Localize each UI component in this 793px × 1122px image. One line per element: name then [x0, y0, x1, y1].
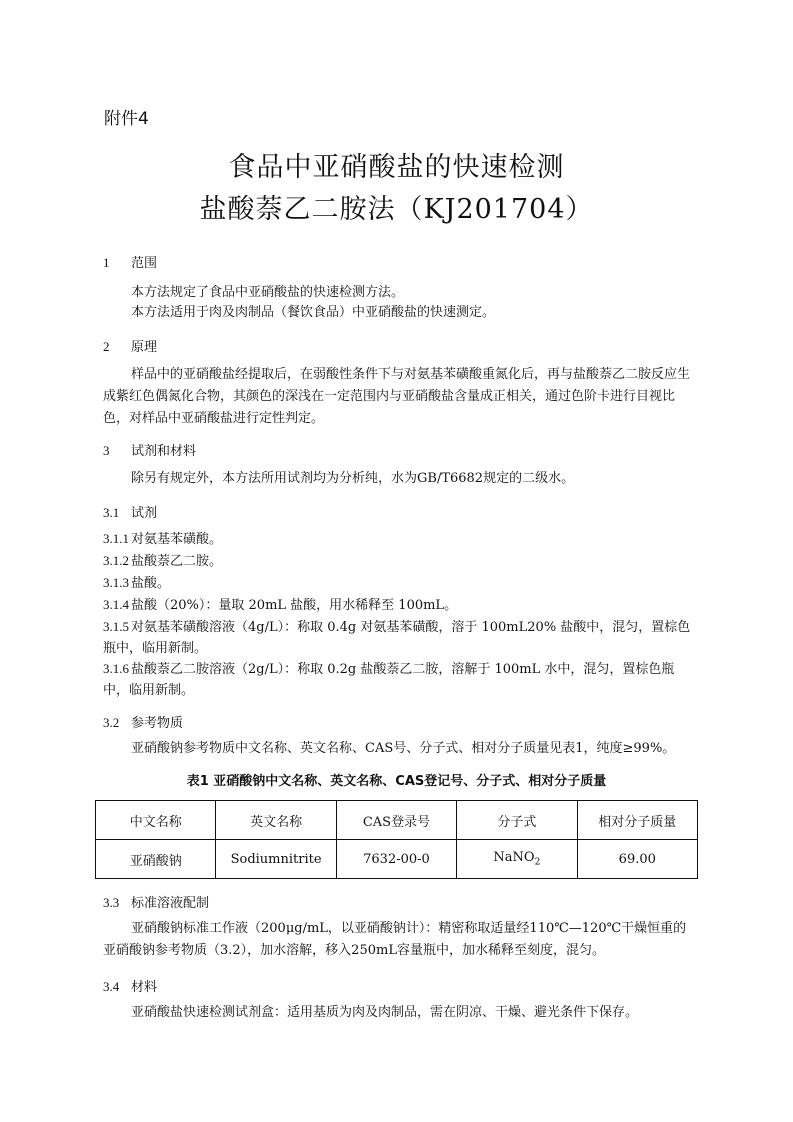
item-number: 3.1.1 [103, 531, 129, 546]
section-3-3-paragraph: 亚硝酸钠标准工作液（200μg/mL，以亚硝酸钠计）：精密称取适量经110℃—120℃干燥恒重的亚硝酸钠参考物质（3.2），加水溶解，移入250mL容量瓶中，加水稀释至刻度，混匀。 [103, 921, 687, 958]
reagent-item [103, 572, 693, 594]
reagent-item [103, 658, 693, 701]
reagent-item [103, 550, 693, 572]
section-3-2-heading [103, 712, 183, 731]
table-header-cell: 相对分子质量 [577, 801, 697, 840]
reagent-item [103, 528, 693, 550]
section-number: 3.2 [103, 715, 120, 730]
section-label: 试剂和材料 [131, 444, 197, 459]
table-cell-en-name: Sodiumnitrite [216, 840, 336, 879]
item-text: 对氨基苯磺酸。 [131, 532, 223, 547]
table-header-cell: 英文名称 [216, 801, 336, 840]
section-number: 2 [103, 339, 110, 354]
formula-subscript: 2 [534, 857, 541, 868]
table-header-cell: 中文名称 [96, 801, 216, 840]
section-number: 3.4 [103, 979, 120, 994]
item-number: 3.1.6 [103, 661, 129, 676]
section-3-paragraph: 除另有规定外，本方法所用试剂均为分析纯，水为GB/T6682规定的二级水。 [131, 471, 575, 486]
formula-base: NaNO [493, 850, 535, 866]
section-3-4-heading [103, 976, 157, 995]
section-2-paragraph: 样品中的亚硝酸盐经提取后，在弱酸性条件下与对氨基苯磺酸重氮化后，再与盐酸萘乙二胺反应生成紫红色偶氮化合物，其颜色的深浅在一定范围内与亚硝酸盐含量成正相关，通过色阶卡进行目视比色，对样品中亚硝酸盐进行定性判定。 [103, 367, 691, 426]
item-number: 3.1.3 [103, 575, 129, 590]
item-text: 盐酸萘乙二胺溶液（2g/L）：称取 0.2g 盐酸萘乙二胺，溶解于 100mL 水中，混匀，置棕色瓶中，临用新制。 [103, 662, 675, 698]
section-label: 参考物质 [131, 716, 184, 731]
reagent-item [103, 594, 693, 616]
item-number: 3.1.5 [103, 619, 129, 634]
table-cell-cas: 7632-00-0 [336, 840, 456, 879]
title-line-2: 盐酸萘乙二胺法（KJ201704） [199, 194, 594, 225]
section-label: 试剂 [131, 506, 158, 521]
table-header-cell: CAS登录号 [336, 801, 456, 840]
section-1-paragraph-1: 本方法规定了食品中亚硝酸盐的快速检测方法。 [131, 285, 405, 300]
reagent-item [103, 616, 693, 659]
section-label: 原理 [131, 340, 158, 355]
item-text: 对氨基苯磺酸溶液（4g/L）：称取 0.4g 对氨基苯磺酸，溶于 100mL20% 盐酸中，混匀，置棕色瓶中，临用新制。 [103, 620, 691, 656]
section-3-heading [103, 440, 196, 459]
table-header-cell: 分子式 [457, 801, 577, 840]
section-3-1-heading [103, 502, 157, 521]
section-label: 标准溶液配制 [131, 896, 210, 911]
section-number: 3.1 [103, 505, 120, 520]
section-label: 范围 [131, 256, 158, 271]
table-caption: 表1 亚硝酸钠中文名称、英文名称、CAS登记号、分子式、相对分子质量 [186, 774, 607, 789]
item-text: 盐酸（20%）：量取 20mL 盐酸，用水稀释至 100mL。 [131, 598, 458, 613]
section-number: 1 [103, 255, 110, 270]
section-2-heading [103, 336, 157, 355]
title-line-1: 食品中亚硝酸盐的快速检测 [228, 152, 565, 183]
item-text: 盐酸。 [131, 576, 171, 591]
section-number: 3 [103, 443, 110, 458]
item-number: 3.1.2 [103, 553, 129, 568]
annex-label: 附件4 [104, 109, 149, 129]
table-cell-mw: 69.00 [577, 840, 697, 879]
item-text: 盐酸萘乙二胺。 [131, 554, 223, 569]
table-cell-formula [457, 840, 577, 879]
item-number: 3.1.4 [103, 597, 129, 612]
section-label: 材料 [131, 980, 158, 995]
section-3-4-paragraph: 亚硝酸盐快速检测试剂盒：适用基质为肉及肉制品，需在阴凉、干燥、避光条件下保存。 [131, 1005, 639, 1020]
table-cell-cn-name: 亚硝酸钠 [96, 840, 216, 879]
section-3-3-heading [103, 892, 209, 911]
table-row [96, 840, 698, 879]
reference-table [95, 800, 698, 879]
section-1-heading [103, 252, 157, 271]
section-1-paragraph-2: 本方法适用于肉及肉制品（餐饮食品）中亚硝酸盐的快速测定。 [131, 305, 496, 320]
table-header-row [96, 801, 698, 840]
section-number: 3.3 [103, 895, 120, 910]
section-3-2-paragraph: 亚硝酸钠参考物质中文名称、英文名称、CAS号、分子式、相对分子质量见表1，纯度≥99%。 [131, 741, 676, 756]
